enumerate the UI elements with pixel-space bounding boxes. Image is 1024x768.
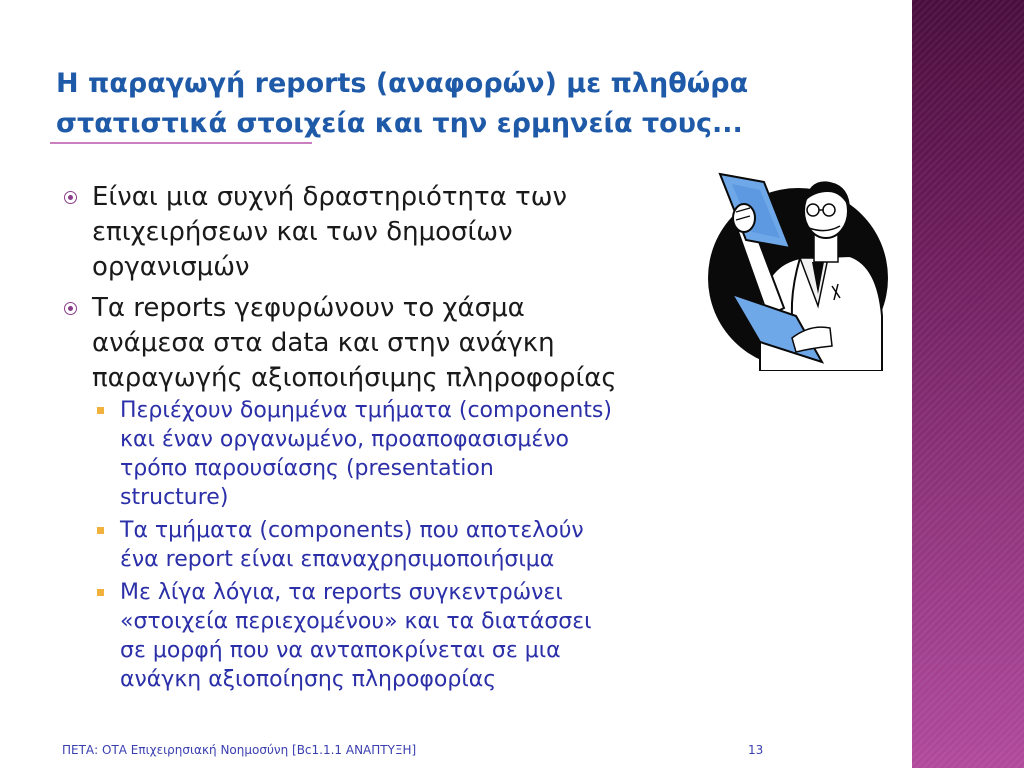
sub-bullet-line: Τα τμήματα (components) που αποτελούν [120, 518, 584, 543]
footer-course-title: ΠΕΤΑ: ΟΤΑ Επιχειρησιακή Νοημοσύνη [Bc1.1.1 ΑΝΑΠΤΥΞΗ] [62, 743, 417, 757]
sub-bullet-line: Με λίγα λόγια, τα reports συγκεντρώνει [120, 580, 563, 605]
bullet-line: επιχειρήσεων και των δημοσίων [92, 217, 513, 247]
bullet-line: οργανισμών [92, 252, 250, 282]
doctor-reading-xray-icon [700, 166, 890, 371]
sub-bullet-line: και έναν οργανωμένο, προαποφασισμένο [120, 427, 570, 452]
sub-bullet-line: structure) [120, 485, 229, 510]
square-bullet-icon [97, 407, 104, 414]
circle-bullet-icon [64, 191, 77, 204]
slide-title [56, 64, 836, 144]
sub-bullet-line: «στοιχεία περιεχομένου» και τα διατάσσει [120, 609, 592, 634]
title-line: στατιστικά στοιχεία και την ερμηνεία τους... [56, 108, 743, 139]
sub-bullet-line: τρόπο παρουσίασης (presentation [120, 456, 494, 481]
sub-bullet-list [62, 396, 722, 698]
sub-bullet-line: Περιέχουν δομημένα τμήματα (components) [120, 398, 612, 423]
title-underline [50, 142, 312, 144]
slide-number: 13 [748, 743, 764, 757]
circle-bullet-icon [64, 302, 77, 315]
sub-bullet-item [62, 578, 722, 694]
bullet-list [62, 180, 722, 402]
bullet-item [62, 291, 722, 396]
bullet-line: Είναι μια συχνή δραστηριότητα των [92, 182, 568, 212]
title-line: Η παραγωγή reports (αναφορών) με πληθώρα [56, 68, 749, 99]
sub-bullet-item [62, 396, 722, 512]
square-bullet-icon [97, 527, 104, 534]
side-decoration-band [912, 0, 1024, 768]
bullet-line: παραγωγής αξιοποιήσιμης πληροφορίας [92, 363, 617, 393]
sub-bullet-line: σε μορφή που να ανταποκρίνεται σε μια [120, 638, 561, 663]
bullet-line: Τα reports γεφυρώνουν το χάσμα [92, 293, 525, 323]
bullet-line: ανάμεσα στα data και στην ανάγκη [92, 328, 555, 358]
bullet-item [62, 180, 722, 285]
sub-bullet-line: ανάγκη αξιοποίησης πληροφορίας [120, 667, 497, 692]
sub-bullet-line: ένα report είναι επαναχρησιμοποιήσιμα [120, 547, 555, 572]
square-bullet-icon [97, 589, 104, 596]
sub-bullet-item [62, 516, 722, 574]
